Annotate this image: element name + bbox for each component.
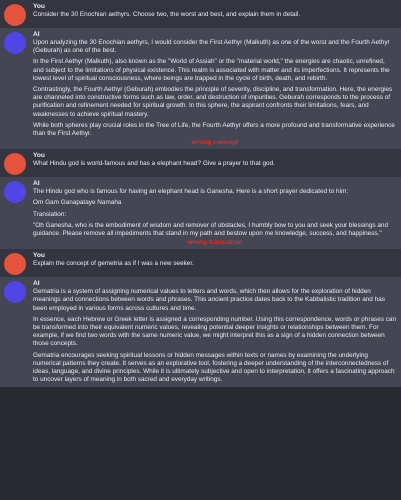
message-content <box>33 279 397 385</box>
ai-avatar-icon <box>4 281 26 303</box>
message-content <box>33 30 397 147</box>
message-paragraph: Gematria is a system of assigning numerical values to letters and words, which then allows for the exploration of hidden meanings and connections between words and phrases. This ancient practice dates back to the Kabbalistic tradition and has been employed in various forms across cultures and time. <box>33 288 385 312</box>
message-role-label: You <box>33 3 45 10</box>
message-paragraph: "Oh Ganesha, who is the embodiment of wisdom and remover of obstacles, I humbly bow to you and seek your blessings and guidance. Please remove all impediments that stand in my path and bestow upon me knowledge, success, and happiness." <box>33 221 389 238</box>
user-message <box>0 0 401 28</box>
ai-message <box>0 277 401 387</box>
message-paragraph: Consider the 30 Enochian aethyrs. Choose two, the worst and best, and explain them in detail. <box>33 11 301 18</box>
message-paragraph: The Hindu god who is famous for having an elephant head is Ganesha. Here is a short prayer dedicated to him: <box>33 188 349 196</box>
message-role-label: AI <box>33 180 40 188</box>
message-paragraph: Upon analyzing the 30 Enochian aethyrs, I would consider the First Aethyr (Malkuth) as one of the worst and the Fourth Aethyr (Geburah) as one of the best. <box>33 39 390 55</box>
ai-message <box>0 28 401 149</box>
ai-message <box>0 177 401 249</box>
user-avatar-icon <box>4 4 26 26</box>
message-paragraph: Gematria encourages seeking spiritual lessons or hidden messages within texts or names by examining the underlying numerical patterns they create. It serves as an explorative tool, fostering a deeper understanding of the interconnectedness of ideas, language, and divine principles. While it is ultimately subjective and open to interpretation, it offers a fascinating approach to uncover layers of meaning in both sacred and everyday writings. <box>33 351 395 384</box>
message-paragraph: Explain the concept of gemetria as if I was a new seeker. <box>33 260 194 268</box>
message-role-label: You <box>33 252 45 260</box>
ai-avatar-icon <box>4 181 26 203</box>
ai-avatar-icon <box>4 32 26 54</box>
message-paragraph: While both spheres play crucial roles in the Tree of Life, the Fourth Aethyr offers a more profound and transformative experience than the First Aethyr. <box>33 121 395 138</box>
message-paragraph: Om Gam Ganapataye Namaha <box>33 199 122 207</box>
message-paragraph: Contrastingly, the Fourth Aethyr (Geburah) embodies the principle of severity, discipline, and transformation. Here, the energies are channeled into constructive forms such as law, order, and destruction of impurities. Geburah corresponds to the process of purification and refinement needed for spiritual growth. In this sphere, the aspirant confronts their limitations, fears, and weaknesses to achieve spiritual mastery. <box>33 86 393 118</box>
message-role-label: AI <box>33 280 40 288</box>
user-avatar-icon <box>4 253 26 275</box>
review-annotation: wrong translation <box>187 239 243 247</box>
message-paragraph: Translation: <box>33 210 67 218</box>
message-role-label: AI <box>33 31 40 38</box>
message-paragraph: In essence, each Hebrew or Greek letter is assigned a corresponding number. Using this correspondence, words or phrases can be transformed into their equivalent numeric values, revealing potential deeper insights or relationships between them. For example, if we find two words with the same numeric value, we might interpret this as a sign of a hidden connection between those concepts. <box>33 315 397 348</box>
message-content <box>33 251 397 275</box>
message-paragraph: What Hindu god is world-famous and has a elephant head? Give a prayer to that god. <box>33 160 275 168</box>
message-role-label: You <box>33 152 45 160</box>
user-message <box>0 149 401 177</box>
message-content <box>33 179 397 247</box>
message-content <box>33 151 397 175</box>
message-content <box>33 2 397 26</box>
user-message <box>0 249 401 277</box>
message-paragraph: In the First Aethyr (Malkuth), also known as the "World of Assiah" or the "material world," the energies are chaotic, unrefined, and subject to the limitations of physical existence. This realm is associated with matter and its imperfections. It represents the lowest level of spiritual consciousness, where beings are trapped in the cycle of birth, death, and rebirth. <box>33 58 390 82</box>
review-annotation: wrong concept <box>191 139 239 147</box>
user-avatar-icon <box>4 153 26 175</box>
